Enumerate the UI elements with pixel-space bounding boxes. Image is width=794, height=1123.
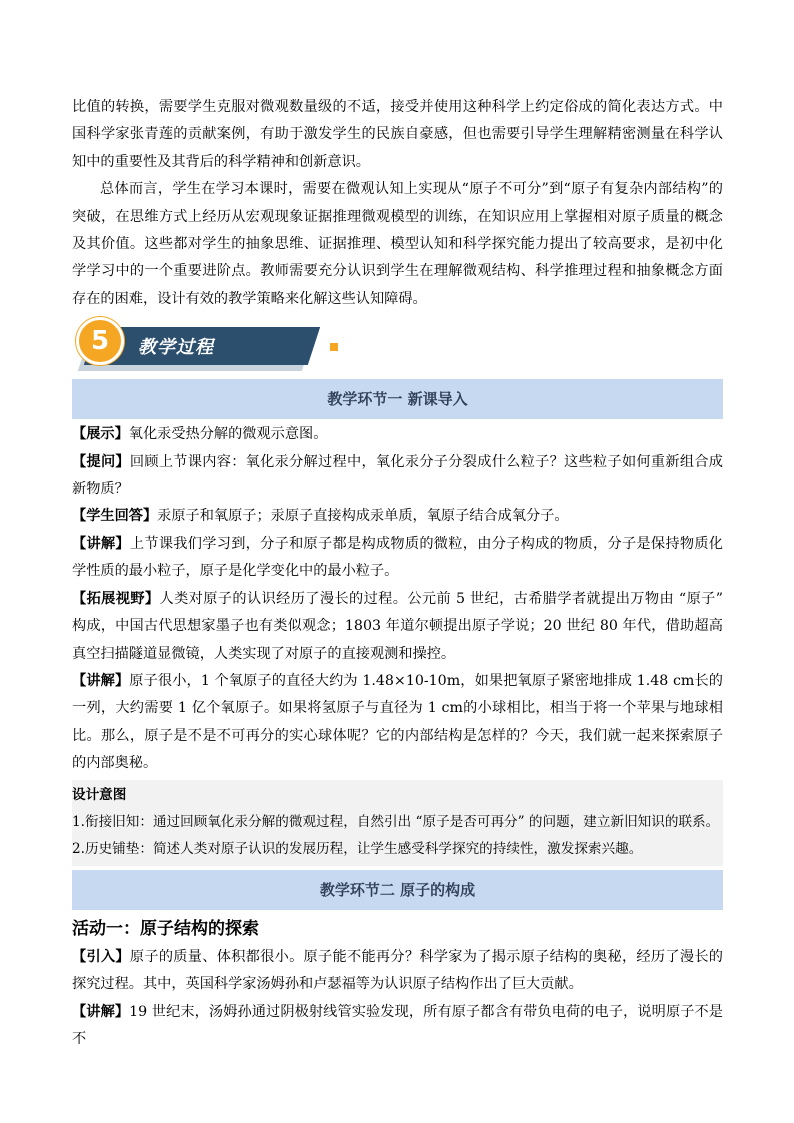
stage2-item <box>72 999 723 1054</box>
item-tag: 【讲解】 <box>72 672 130 689</box>
item-text: 人类对原子的认识经历了漫长的过程。公元前 5 世纪，古希腊学者就提出万物由 “原子” 构成，中国古代思想家墨子也有类似观念；1803 年道尔顿提出原子学说；20 世纪 80 年代，借助超高真空扫描隧道显微镜，人类实现了对原子的直接观测和操控。 <box>72 590 723 662</box>
stage1-item <box>72 531 723 586</box>
design-intent-title: 设计意图 <box>72 786 127 803</box>
design-intent-line: 2.历史铺垫：简述人类对原子认识的发展历程，让学生感受科学探究的持续性，激发探索兴趣。 <box>72 841 643 858</box>
stage2-title-bar: 教学环节二 原子的构成 <box>72 870 723 910</box>
item-tag: 【学生回答】 <box>72 508 158 525</box>
item-tag: 【讲解】 <box>72 535 130 552</box>
item-text: 原子的质量、体积都很小。原子能不能再分？科学家为了揭示原子结构的奥秘，经历了漫长的探究过程。其中，英国科学家汤姆孙和卢瑟福等为认识原子结构作出了巨大贡献。 <box>72 948 723 993</box>
stage2-item <box>72 944 723 999</box>
item-text: 氧化汞受热分解的微观示意图。 <box>128 426 328 443</box>
section-number: 5 <box>76 317 124 365</box>
item-tag: 【提问】 <box>72 453 130 470</box>
item-text: 汞原子和氧原子；汞原子直接构成汞单质，氧原子结合成氧分子。 <box>157 508 569 525</box>
stage1-title-bar: 教学环节一 新课导入 <box>72 379 723 419</box>
intro-paragraph-2: 总体而言，学生在学习本课时，需要在微观认知上实现从“原子不可分”到“原子有复杂内部结构”的突破，在思维方式上经历从宏观现象证据推理微观模型的训练，在知识应用上掌握相对原子质量的概念及其价值。这些都对学生的抽象思维、证据推理、模型认知和科学探究能力提出了较高要求，是初中化学学习中的一个重要进阶点。教师需要充分认识到学生在理解微观结构、科学推理过程和抽象概念方面存在的困难，设计有效的教学策略来化解这些认知障碍。 <box>72 181 723 307</box>
item-tag: 【展示】 <box>72 426 129 443</box>
section-header <box>76 323 723 375</box>
item-tag: 【拓展视野】 <box>72 590 160 607</box>
section-title: 教学过程 <box>138 337 214 359</box>
stage1-item <box>72 503 723 530</box>
intro-paragraph-1: 比值的转换，需要学生克服对微观数量级的不适，接受并使用这种科学上约定俗成的简化表达方式。中国科学家张青莲的贡献案例，有助于激发学生的民族自豪感，但也需要引导学生理解精密测量在科学认知中的重要性及其背后的科学精神和创新意识。 <box>72 99 723 170</box>
activity-title: 活动一：原子结构的探索 <box>72 918 259 939</box>
item-text: 原子很小，1 个氧原子的直径大约为 1.48×10-10m，如果把氧原子紧密地排成 1.48 cm长的一列，大约需要 1 亿个氧原子。如果将氢原子与直径为 1 cm的小球相比，相当于将一个苹果与地球相比。那么，原子是不是不可再分的实心球体呢？它的内部结构是怎样的？今天，我们就一起来探索原子的内部奥秘。 <box>72 672 723 772</box>
stage1-item <box>72 449 723 504</box>
item-tag: 【讲解】 <box>72 1003 130 1020</box>
stage1-item <box>72 586 723 668</box>
design-intent-box <box>72 780 723 866</box>
item-tag: 【引入】 <box>72 948 130 965</box>
section-decor-square <box>330 343 338 351</box>
stage1-item <box>72 668 723 778</box>
item-text: 上节课我们学习到，分子和原子都是构成物质的微粒，由分子构成的物质，分子是保持物质化学性质的最小粒子，原子是化学变化中的最小粒子。 <box>72 535 723 580</box>
item-text: 19 世纪末，汤姆孙通过阴极射线管实验发现，所有原子都含有带负电荷的电子，说明原子不是不 <box>72 1003 723 1047</box>
item-text: 回顾上节课内容：氧化汞分解过程中，氧化汞分子分裂成什么粒子？这些粒子如何重新组合成新物质？ <box>72 453 723 498</box>
document-page <box>72 94 723 1053</box>
design-intent-line: 1.衔接旧知：通过回顾氧化汞分解的微观过程，自然引出 “原子是否可再分” 的问题，建立新旧知识的联系。 <box>72 813 720 830</box>
stage1-item <box>72 421 723 448</box>
